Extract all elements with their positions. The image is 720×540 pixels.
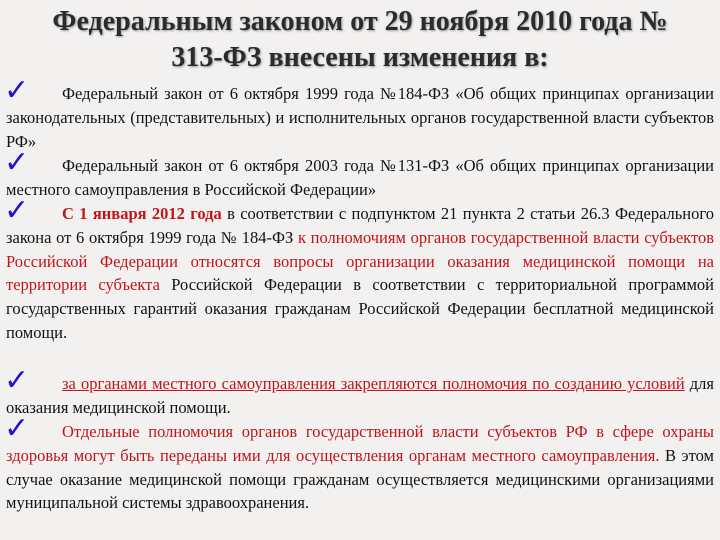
title-line-2: 313-ФЗ внесены изменения в: xyxy=(171,42,549,73)
checkmark-icon: ✓ xyxy=(4,193,30,228)
paragraph-2012-powers xyxy=(6,202,714,345)
guarantees-text: Российской Федерации в соответствии с территориальной программой государственных гарантий оказания гражданам Российской Федерации бесплатной медицинской помощи. xyxy=(6,275,715,342)
paragraph-law-184 xyxy=(6,82,714,153)
local-powers-highlight: за органами местного самоуправления закрепляются полномочия по созданию условий xyxy=(62,374,685,393)
paragraph-local-powers xyxy=(6,372,714,420)
checkmark-icon: ✓ xyxy=(4,363,30,398)
local-powers-text: для оказания медицинской помощи. xyxy=(6,374,714,417)
delegation-highlight: Отдельные полномочия органов государственной власти субъектов РФ в сфере охраны здоровья могут быть переданы ими для осуществления органам местного самоуправления. xyxy=(6,422,714,465)
law-131-text: Федеральный закон от 6 октября 2003 года №131-ФЗ «Об общих принципах организации местного самоуправления в Российской Федерации» xyxy=(6,156,714,199)
slide-title xyxy=(0,4,720,76)
paragraph-law-131 xyxy=(6,154,714,202)
checkmark-icon: ✓ xyxy=(4,145,30,180)
title-line-1: Федеральным законом от 29 ноября 2010 года № xyxy=(52,6,668,37)
law-184-text: Федеральный закон от 6 октября 1999 года №184-ФЗ «Об общих принципах организации законодательных (представительных) и исполнительных органов государственной власти субъектов РФ» xyxy=(6,84,714,151)
checkmark-icon: ✓ xyxy=(4,411,30,446)
paragraph-delegation xyxy=(6,420,714,515)
checkmark-icon: ✓ xyxy=(4,73,30,108)
legal-reference-text: в соответствии с подпунктом 21 пункта 2 статьи 26.3 Федерального закона от 6 октября 1999 года № 184-ФЗ xyxy=(6,204,714,247)
regional-powers-highlight: к полномочиям органов государственной власти субъектов Российской Федерации относятся вопросы организации оказания медицинской помощи на территории субъекта xyxy=(6,227,715,295)
date-highlight: С 1 января 2012 года xyxy=(62,204,222,223)
delegation-text: В этом случае оказание медицинской помощи гражданам осуществляется медицинскими организациями муниципальной системы здравоохранения. xyxy=(6,445,714,513)
